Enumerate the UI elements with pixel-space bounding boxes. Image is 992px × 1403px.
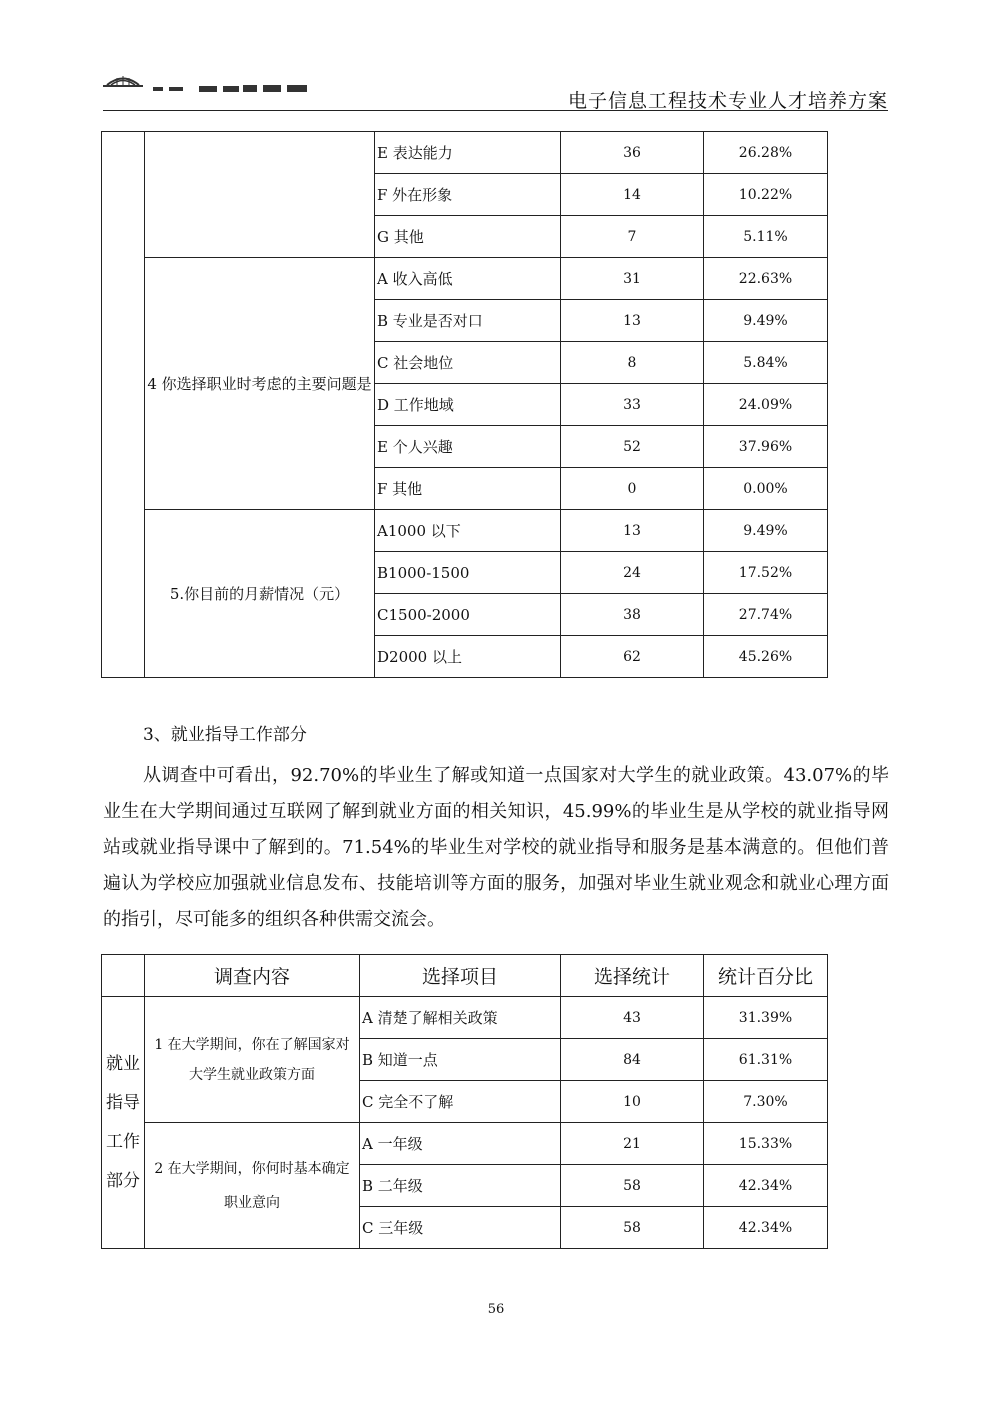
option-cell: F 外在形象 <box>375 174 561 216</box>
percent-cell: 5.11% <box>704 216 828 258</box>
count-cell: 38 <box>561 594 704 636</box>
percent-cell: 22.63% <box>704 258 828 300</box>
question-cell <box>145 132 375 258</box>
percent-cell: 0.00% <box>704 468 828 510</box>
count-cell: 13 <box>561 300 704 342</box>
option-cell: B 二年级 <box>360 1165 561 1207</box>
count-cell: 24 <box>561 552 704 594</box>
option-cell: D 工作地域 <box>375 384 561 426</box>
question-cell: 1 在大学期间，你在了解国家对大学生就业政策方面 <box>145 997 360 1123</box>
table-row <box>102 258 828 300</box>
header-cell: 统计百分比 <box>704 955 828 997</box>
percent-cell: 9.49% <box>704 510 828 552</box>
category-cell: 就业指导工作部分 <box>102 997 145 1249</box>
header-divider <box>103 110 888 111</box>
count-cell: 52 <box>561 426 704 468</box>
count-cell: 58 <box>561 1165 704 1207</box>
body-paragraph: 从调查中可看出，92.70%的毕业生了解或知道一点国家对大学生的就业政策。43.07%的毕业生在大学期间通过互联网了解到就业方面的相关知识，45.99%的毕业生是从学校的就业指导网站或就业指导课中了解到的。71.54%的毕业生对学校的就业指导和服务是基本满意的。但他们普遍认为学校应加强就业信息发布、技能培训等方面的服务，加强对毕业生就业观念和就业心理方面的指引，尽可能多的组织各种供需交流会。 <box>103 765 889 930</box>
percent-cell: 7.30% <box>704 1081 828 1123</box>
header-cell <box>102 955 145 997</box>
count-cell: 21 <box>561 1123 704 1165</box>
percent-cell: 5.84% <box>704 342 828 384</box>
percent-cell: 37.96% <box>704 426 828 468</box>
count-cell: 8 <box>561 342 704 384</box>
percent-cell: 15.33% <box>704 1123 828 1165</box>
option-cell: B 专业是否对口 <box>375 300 561 342</box>
header-cell: 选择统计 <box>561 955 704 997</box>
option-cell: E 个人兴趣 <box>375 426 561 468</box>
count-cell: 7 <box>561 216 704 258</box>
count-cell: 36 <box>561 132 704 174</box>
option-cell: A 一年级 <box>360 1123 561 1165</box>
count-cell: 33 <box>561 384 704 426</box>
count-cell: 43 <box>561 997 704 1039</box>
table-row <box>102 510 828 552</box>
count-cell: 13 <box>561 510 704 552</box>
count-cell: 0 <box>561 468 704 510</box>
option-cell: E 表达能力 <box>375 132 561 174</box>
option-cell: C 社会地位 <box>375 342 561 384</box>
option-cell: A1000 以下 <box>375 510 561 552</box>
table-row <box>102 1123 828 1165</box>
percent-cell: 9.49% <box>704 300 828 342</box>
percent-cell: 61.31% <box>704 1039 828 1081</box>
count-cell: 31 <box>561 258 704 300</box>
question-cell: 2 在大学期间，你何时基本确定职业意向 <box>145 1123 360 1249</box>
section-heading: 3、就业指导工作部分 <box>143 725 307 745</box>
count-cell: 14 <box>561 174 704 216</box>
school-logo <box>103 72 323 98</box>
option-cell: F 其他 <box>375 468 561 510</box>
table-row <box>102 997 828 1039</box>
question-cell: 4 你选择职业时考虑的主要问题是 <box>145 258 375 510</box>
percent-cell: 17.52% <box>704 552 828 594</box>
percent-cell: 42.34% <box>704 1207 828 1249</box>
option-cell: A 收入高低 <box>375 258 561 300</box>
option-cell: B 知道一点 <box>360 1039 561 1081</box>
percent-cell: 24.09% <box>704 384 828 426</box>
question-cell: 5.你目前的月薪情况（元） <box>145 510 375 678</box>
count-cell: 84 <box>561 1039 704 1081</box>
option-cell: C 三年级 <box>360 1207 561 1249</box>
percent-cell: 26.28% <box>704 132 828 174</box>
option-cell: A 清楚了解相关政策 <box>360 997 561 1039</box>
percent-cell: 27.74% <box>704 594 828 636</box>
option-cell: G 其他 <box>375 216 561 258</box>
option-cell: B1000-1500 <box>375 552 561 594</box>
header-cell: 选择项目 <box>360 955 561 997</box>
option-cell: D2000 以上 <box>375 636 561 678</box>
option-cell: C1500-2000 <box>375 594 561 636</box>
survey-table-guidance <box>101 954 828 1249</box>
table-header-row <box>102 955 828 997</box>
count-cell: 10 <box>561 1081 704 1123</box>
survey-table-career <box>101 131 828 678</box>
table-row <box>102 132 828 174</box>
page-number: 56 <box>487 1302 505 1317</box>
count-cell: 62 <box>561 636 704 678</box>
percent-cell: 31.39% <box>704 997 828 1039</box>
document-title: 电子信息工程技术专业人才培养方案 <box>567 90 888 112</box>
count-cell: 58 <box>561 1207 704 1249</box>
percent-cell: 10.22% <box>704 174 828 216</box>
category-cell <box>102 132 145 678</box>
header-cell: 调查内容 <box>145 955 360 997</box>
percent-cell: 45.26% <box>704 636 828 678</box>
percent-cell: 42.34% <box>704 1165 828 1207</box>
option-cell: C 完全不了解 <box>360 1081 561 1123</box>
